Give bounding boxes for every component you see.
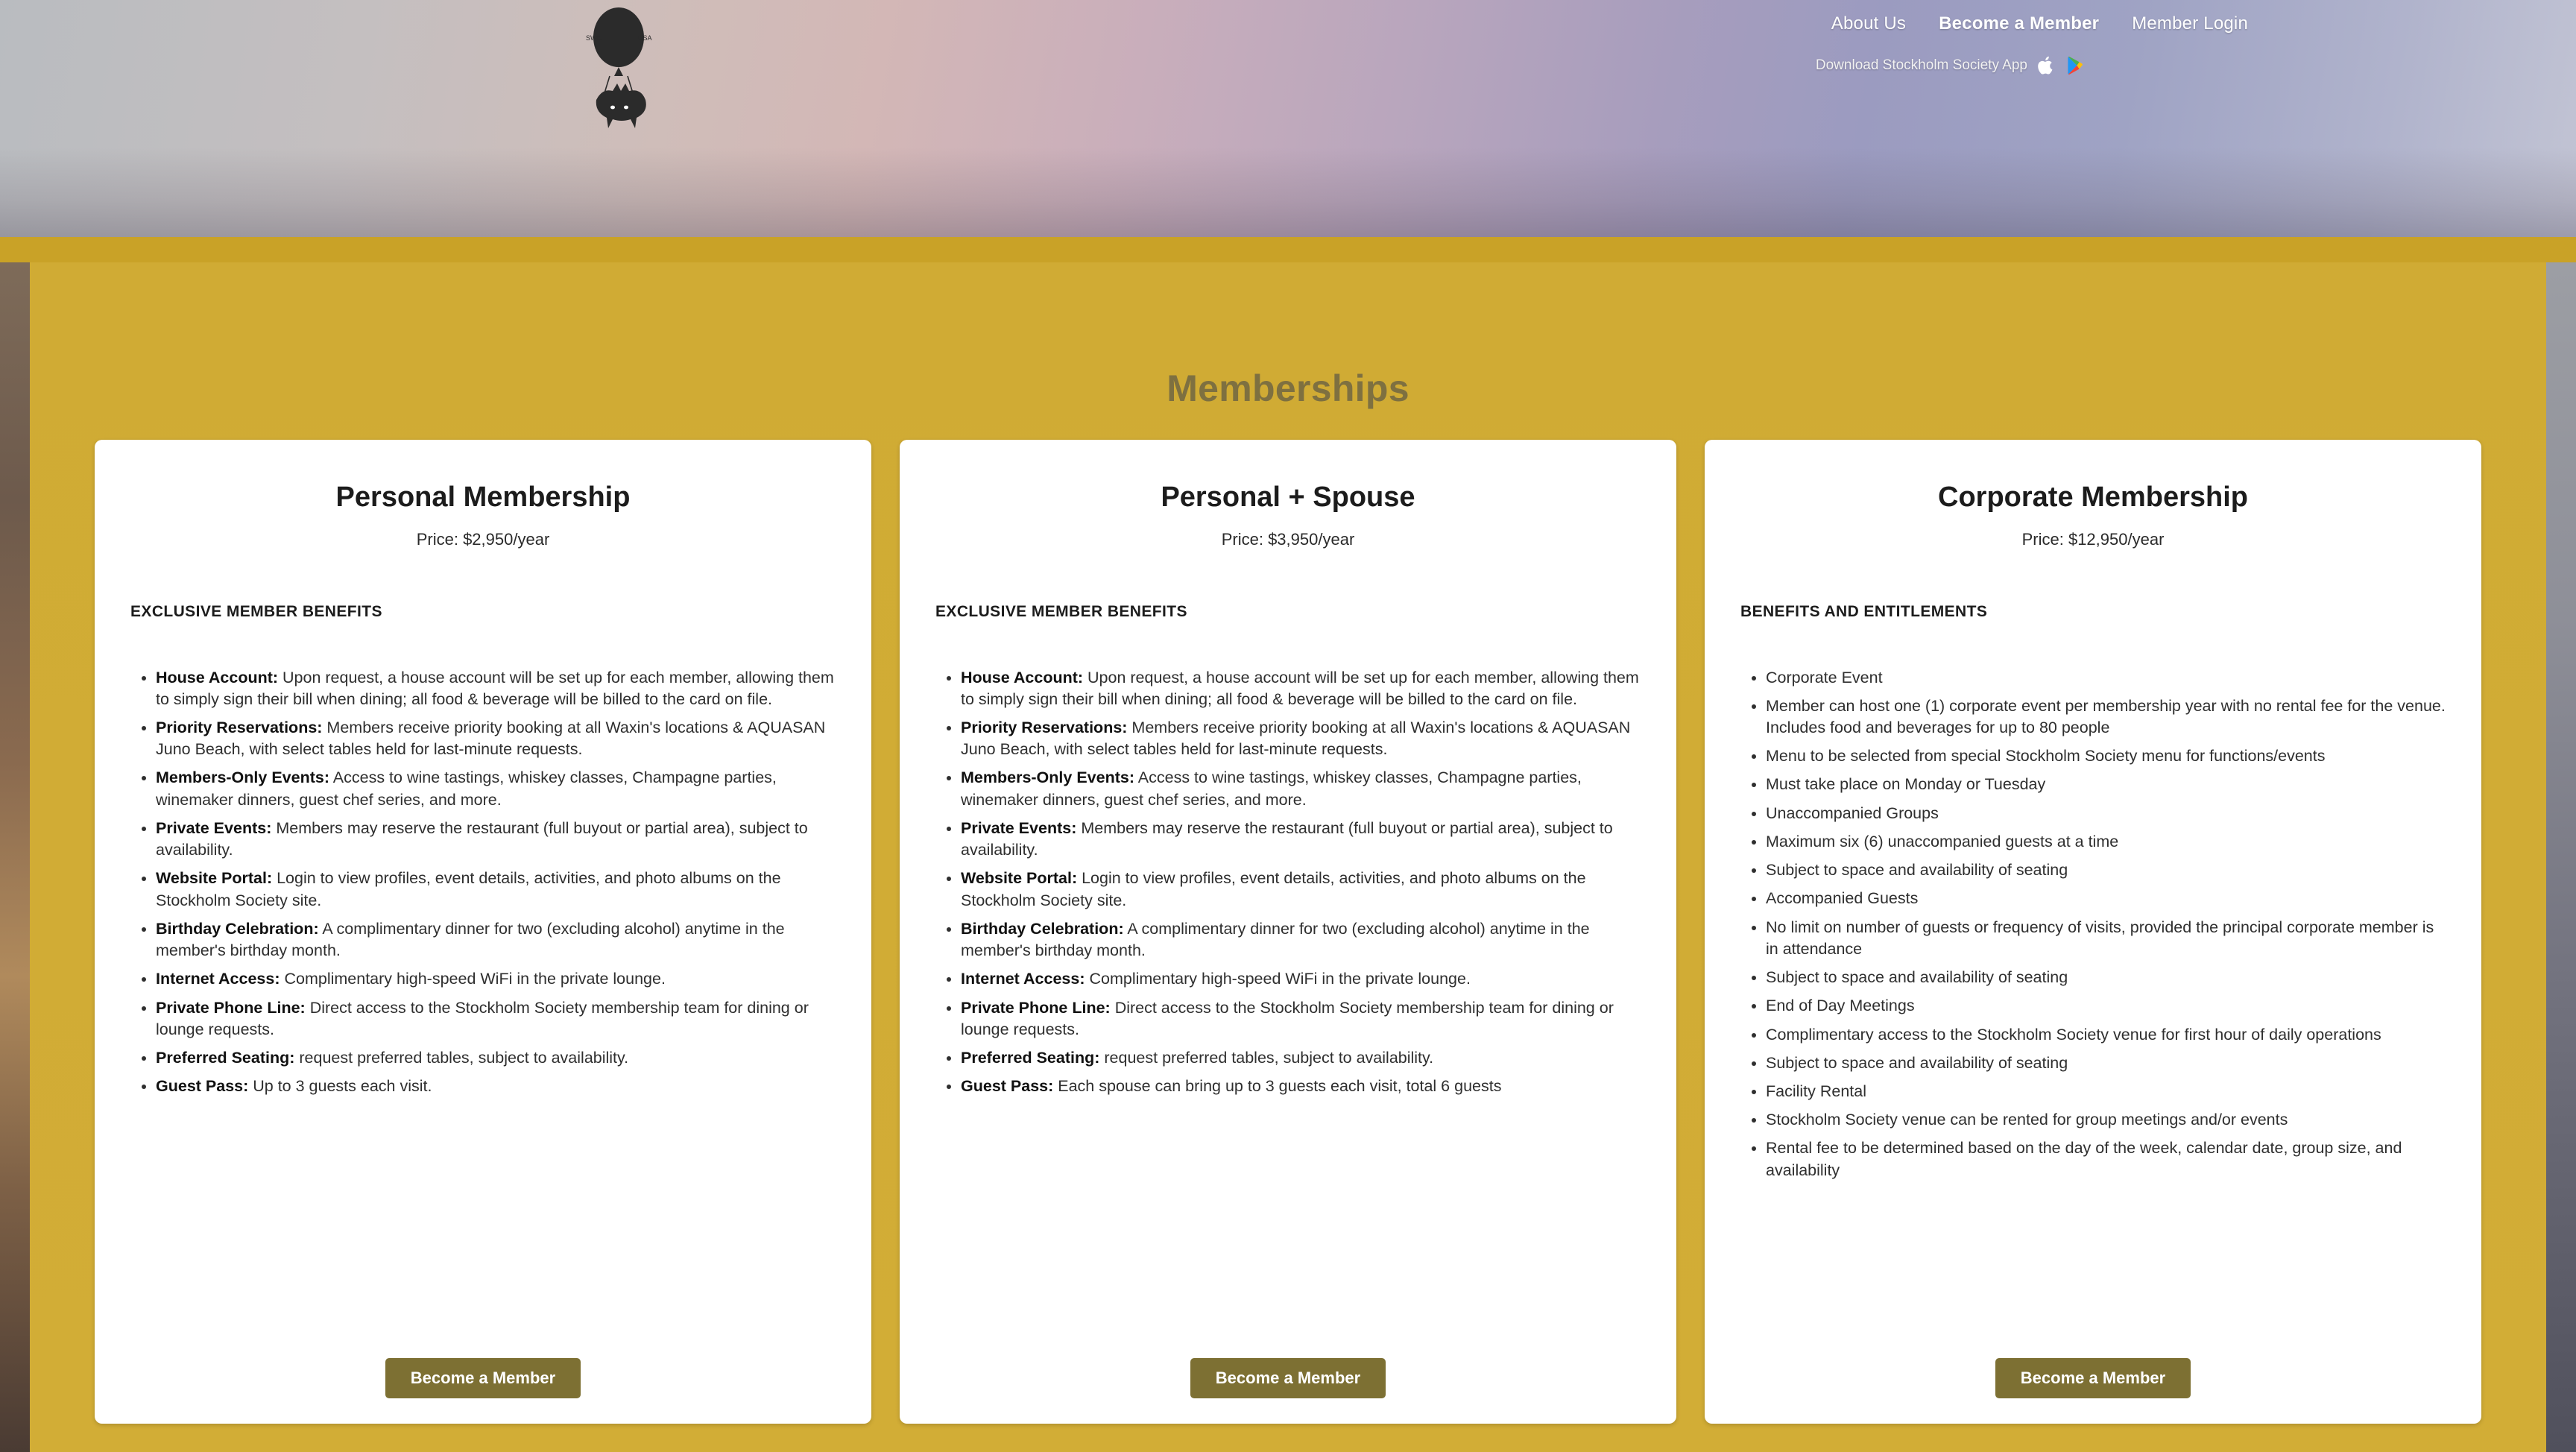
benefit-item-text: Upon request, a house account will be set up for each member, allowing them to simply sign their bill when dining; all food & beverage will be billed to the card on file. (156, 668, 834, 708)
benefit-item-text: Members may reserve the restaurant (full buyout or partial area), subject to availability. (156, 818, 808, 859)
benefit-item-text: request preferred tables, subject to availability. (294, 1049, 629, 1067)
benefit-item (1766, 803, 2446, 824)
benefit-item-label: House Account: (156, 668, 279, 686)
benefit-item (1766, 967, 2446, 988)
benefit-item (1766, 995, 2446, 1017)
benefit-item-text: Members receive priority booking at all Waxin's locations & AQUASAN Juno Beach, with select tables held for last-minute requests. (156, 718, 826, 759)
benefit-item-text: Maximum six (6) unaccompanied guests at a time (1766, 832, 2119, 850)
benefit-item-text: Corporate Event (1766, 668, 1883, 686)
primary-nav (1831, 13, 2248, 34)
benefit-item (156, 767, 836, 810)
card-title: Personal + Spouse (1161, 481, 1415, 513)
become-a-member-button[interactable]: Become a Member (1995, 1358, 2191, 1398)
benefit-item (1766, 1081, 2446, 1102)
card-title: Personal Membership (335, 481, 631, 513)
benefit-item-label: Preferred Seating: (156, 1049, 295, 1067)
benefit-item (156, 1076, 836, 1097)
benefit-item-text: Members may reserve the restaurant (full buyout or partial area), subject to availability. (961, 818, 1613, 859)
benefit-item (156, 818, 836, 861)
card-title: Corporate Membership (1938, 481, 2248, 513)
card-price: Price: $2,950/year (416, 529, 550, 549)
benefit-item (1766, 1024, 2446, 1046)
benefit-item-text: Menu to be selected from special Stockholm Society menu for functions/events (1766, 747, 2326, 766)
benefit-item-text: Complimentary access to the Stockholm Society venue for first hour of daily operations (1766, 1025, 2381, 1044)
benefits-list (130, 667, 836, 1098)
benefit-item-text: Direct access to the Stockholm Society membership team for dining or lounge requests. (156, 998, 809, 1038)
benefit-item (156, 667, 836, 710)
benefit-item-label: House Account: (961, 668, 1084, 686)
benefit-item (1766, 917, 2446, 960)
benefit-item-label: Private Events: (961, 818, 1077, 837)
become-a-member-button[interactable]: Become a Member (1190, 1358, 1386, 1398)
membership-card-list (30, 440, 2546, 1424)
benefit-item-text: Unaccompanied Groups (1766, 804, 1939, 822)
benefit-item (156, 997, 836, 1041)
google-play-icon[interactable] (2066, 55, 2084, 76)
cta-container (95, 1358, 871, 1398)
benefit-item-label: Private Phone Line: (156, 998, 306, 1017)
benefit-item (156, 717, 836, 760)
benefit-item (961, 997, 1641, 1041)
logo-text-left: SWE (586, 34, 602, 42)
benefit-item-label: Guest Pass: (156, 1077, 249, 1096)
membership-card-personal (95, 440, 871, 1424)
benefit-item-text: Subject to space and availability of seating (1766, 861, 2068, 880)
benefit-item-text: Complimentary high-speed WiFi in the private lounge. (280, 970, 666, 988)
app-download-label: Download Stockholm Society App (1815, 57, 2027, 73)
benefit-item (1766, 831, 2446, 853)
card-price: Price: $3,950/year (1221, 529, 1355, 549)
benefit-item-label: Birthday Celebration: (961, 919, 1124, 938)
benefit-item-text: Direct access to the Stockholm Society membership team for dining or lounge requests. (961, 998, 1614, 1038)
nav-item-member-login[interactable]: Member Login (2132, 13, 2248, 34)
benefit-item-text: A complimentary dinner for two (excluding alcohol) anytime in the member's birthday month. (961, 919, 1590, 960)
benefit-item-text: Facility Rental (1766, 1082, 1867, 1101)
benefit-item-text: Each spouse can bring up to 3 guests each visit, total 6 guests (1053, 1077, 1502, 1096)
benefit-item-text: request preferred tables, subject to availability. (1099, 1049, 1434, 1067)
benefit-item-label: Priority Reservations: (156, 718, 323, 736)
benefits-list (935, 667, 1641, 1098)
apple-icon[interactable] (2038, 55, 2056, 76)
benefit-item (156, 918, 836, 962)
benefit-item-text: End of Day Meetings (1766, 997, 1915, 1015)
benefit-item-text: Accompanied Guests (1766, 889, 1919, 908)
benefit-item-text: Up to 3 guests each visit. (248, 1077, 432, 1096)
benefits-heading: EXCLUSIVE MEMBER BENEFITS (935, 602, 1187, 620)
benefit-item (961, 767, 1641, 810)
benefit-item-text: No limit on number of guests or frequency of visits, provided the principal corporate member is in attendance (1766, 918, 2434, 958)
benefit-item (961, 818, 1641, 861)
benefit-item-text: Members receive priority booking at all Waxin's locations & AQUASAN Juno Beach, with select tables held for last-minute requests. (961, 718, 1631, 759)
benefit-item (1766, 888, 2446, 909)
benefit-item (1766, 1109, 2446, 1131)
benefit-item-text: Upon request, a house account will be set up for each member, allowing them to simply sign their bill when dining; all food & beverage will be billed to the card on file. (961, 668, 1639, 708)
benefit-item-text: Rental fee to be determined based on the day of the week, calendar date, group size, and availability (1766, 1139, 2402, 1179)
nav-item-become-a-member[interactable]: Become a Member (1939, 13, 2100, 34)
nav-item-about-us[interactable]: About Us (1831, 13, 1907, 34)
benefit-item-text: Access to wine tastings, whiskey classes, Champagne parties, winemaker dinners, guest chef series, and more. (961, 768, 1582, 809)
background-photo-left (0, 262, 30, 1452)
benefit-item (961, 918, 1641, 962)
benefit-item-text: Access to wine tastings, whiskey classes, Champagne parties, winemaker dinners, guest chef series, and more. (156, 768, 777, 809)
become-a-member-button[interactable]: Become a Member (385, 1358, 581, 1398)
benefit-item-label: Priority Reservations: (961, 718, 1128, 736)
membership-card-personal-spouse (900, 440, 1676, 1424)
benefit-item-label: Internet Access: (156, 970, 280, 988)
cat-balloon-logo-icon (574, 4, 663, 139)
benefit-item-label: Guest Pass: (961, 1077, 1054, 1096)
benefit-item-text: Must take place on Monday or Tuesday (1766, 775, 2046, 794)
benefit-item-text: Stockholm Society venue can be rented for group meetings and/or events (1766, 1111, 2288, 1129)
benefit-item-label: Members-Only Events: (961, 768, 1134, 787)
memberships-section (0, 262, 2576, 1452)
benefit-item-text: Login to view profiles, event details, activities, and photo albums on the Stockholm Society site. (961, 869, 1586, 909)
app-download-group (1816, 55, 2084, 76)
membership-card-corporate (1705, 440, 2481, 1424)
logo-text-right: USA (638, 34, 652, 42)
benefit-item (1766, 774, 2446, 795)
benefit-item-label: Private Phone Line: (961, 998, 1111, 1017)
benefit-item (1766, 1052, 2446, 1074)
benefits-heading: BENEFITS AND ENTITLEMENTS (1740, 602, 1988, 620)
benefit-item-label: Website Portal: (961, 869, 1078, 888)
site-logo[interactable] (574, 4, 663, 139)
benefits-heading: EXCLUSIVE MEMBER BENEFITS (130, 602, 382, 620)
benefit-item-label: Private Events: (156, 818, 272, 837)
benefit-item-text: Complimentary high-speed WiFi in the private lounge. (1085, 970, 1471, 988)
cta-container (1705, 1358, 2481, 1398)
benefit-item-label: Website Portal: (156, 869, 273, 888)
benefit-item (961, 1047, 1641, 1069)
benefit-item (156, 1047, 836, 1069)
page-title: Memberships (1167, 367, 1409, 409)
benefit-item (961, 717, 1641, 760)
benefit-item-text: Member can host one (1) corporate event per membership year with no rental fee for the venue. Includes food and beverages for up to 80 people (1766, 696, 2446, 736)
benefit-item (1766, 859, 2446, 881)
benefit-item (961, 1076, 1641, 1097)
benefit-item (961, 667, 1641, 710)
benefit-item (156, 868, 836, 911)
benefits-list (1740, 667, 2446, 1181)
benefit-item (961, 868, 1641, 911)
background-photo-right (2546, 262, 2576, 1452)
benefit-item (1766, 1137, 2446, 1181)
benefit-item-label: Birthday Celebration: (156, 919, 319, 938)
benefit-item (156, 968, 836, 990)
benefit-item-text: Login to view profiles, event details, activities, and photo albums on the Stockholm Society site. (156, 869, 781, 909)
benefit-item-label: Preferred Seating: (961, 1049, 1100, 1067)
cta-container (900, 1358, 1676, 1398)
benefit-item (1766, 745, 2446, 767)
benefit-item-text: Subject to space and availability of seating (1766, 968, 2068, 987)
benefit-item-label: Members-Only Events: (156, 768, 329, 787)
benefit-item-text: Subject to space and availability of seating (1766, 1053, 2068, 1072)
benefit-item-label: Internet Access: (961, 970, 1085, 988)
benefit-item (1766, 695, 2446, 739)
benefit-item-text: A complimentary dinner for two (excluding alcohol) anytime in the member's birthday month. (156, 919, 785, 960)
hero-header (0, 0, 2576, 237)
benefit-item (961, 968, 1641, 990)
card-price: Price: $12,950/year (2021, 529, 2165, 549)
benefit-item (1766, 667, 2446, 689)
